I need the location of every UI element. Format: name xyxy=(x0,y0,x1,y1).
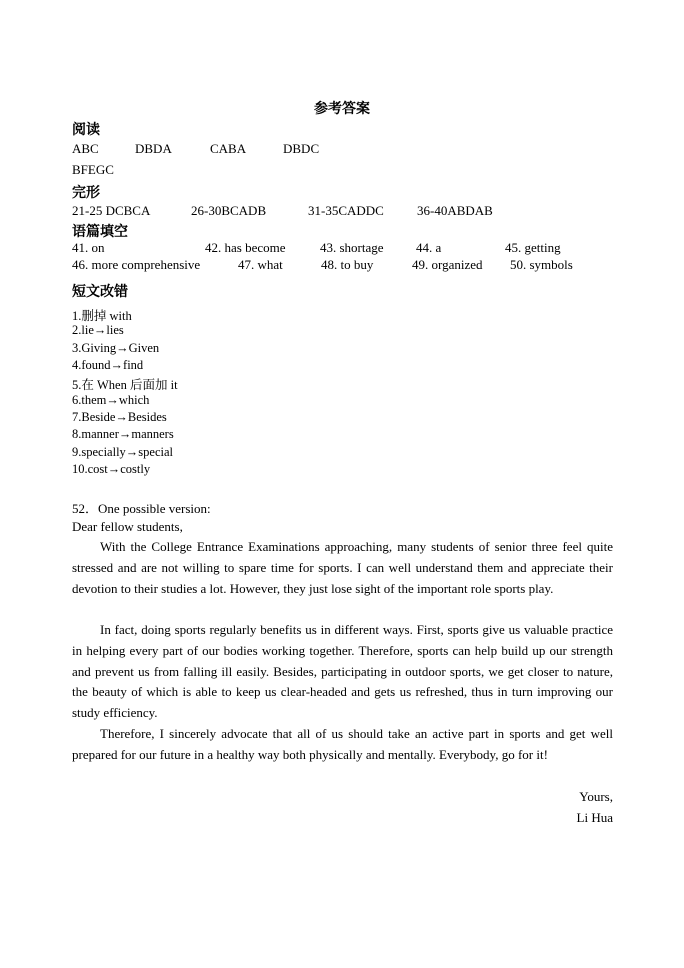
fill-heading: 语篇填空 xyxy=(72,224,128,240)
correction-item: 9.specially→special xyxy=(72,445,174,459)
correction-item: 7.Beside→Besides xyxy=(72,410,167,424)
cloze-group: 21-25 DCBCA xyxy=(72,203,151,218)
fill-answer: 48. to buy xyxy=(321,257,374,272)
correction-item: 1.删掉 with xyxy=(72,309,132,323)
essay-paragraph-2: In fact, doing sports regularly benefits us in different ways. First, sports give us valuable practice in helping every part of our bodies working together. Therefore, sports can help build up our strength and prevent us from falling ill easily. Besides, participating in outdoor sports, we get closer to nature, the beauty of which is able to keep us clear-headed and gets us refreshed, thus in turn improving our study efficiency. xyxy=(72,622,613,721)
cloze-group: 31-35CADDC xyxy=(308,203,384,218)
essay-paragraph-3: Therefore, I sincerely advocate that all of us should take an active part in sports and get well prepared for our future in a healthy way both physically and mentally. Everybody, go for it! xyxy=(72,726,613,762)
correction-item: 4.found→find xyxy=(72,358,144,372)
reading-seven-choice: BFEGC xyxy=(72,162,114,177)
fill-answer: 43. shortage xyxy=(320,240,384,255)
reading-answer: DBDA xyxy=(135,141,172,156)
correction-item: 6.them→which xyxy=(72,393,150,407)
fill-answer: 46. more comprehensive xyxy=(72,257,201,272)
cloze-group: 26-30BCADB xyxy=(191,203,267,218)
correction-item: 10.cost→costly xyxy=(72,462,151,476)
essay-label: 52．One possible version: xyxy=(72,501,211,516)
correction-item: 8.manner→manners xyxy=(72,427,174,441)
essay-paragraph-1: With the College Entrance Examinations approaching, many students of senior three feel quite stressed and are not willing to spare time for sports. I can well understand them and appreciate their devotion to their studies a lot. However, they just lose sight of the important role sports play. xyxy=(72,539,613,596)
fill-answer: 45. getting xyxy=(505,240,561,255)
correction-item: 3.Giving→Given xyxy=(72,341,160,355)
fill-answer: 47. what xyxy=(238,257,283,272)
fill-answer: 50. symbols xyxy=(510,257,573,272)
cloze-group: 36-40ABDAB xyxy=(417,203,493,218)
fill-answer: 44. a xyxy=(416,240,442,255)
reading-answer: CABA xyxy=(210,141,247,156)
page-title: 参考答案 xyxy=(314,101,370,117)
fill-answer: 42. has become xyxy=(205,240,286,255)
essay-closing: Yours, xyxy=(579,789,613,804)
correction-item: 2.lie→lies xyxy=(72,323,124,337)
cloze-heading: 完形 xyxy=(72,185,100,201)
reading-answer: DBDC xyxy=(283,141,320,156)
reading-answer: ABC xyxy=(72,141,99,156)
fill-answer: 49. organized xyxy=(412,257,483,272)
fill-answer: 41. on xyxy=(72,240,105,255)
correction-item: 5.在 When 后面加 it xyxy=(72,378,178,392)
essay-signature: Li Hua xyxy=(576,810,613,825)
correction-heading: 短文改错 xyxy=(72,284,128,300)
reading-heading: 阅读 xyxy=(72,122,100,138)
essay-greeting: Dear fellow students, xyxy=(72,519,183,534)
